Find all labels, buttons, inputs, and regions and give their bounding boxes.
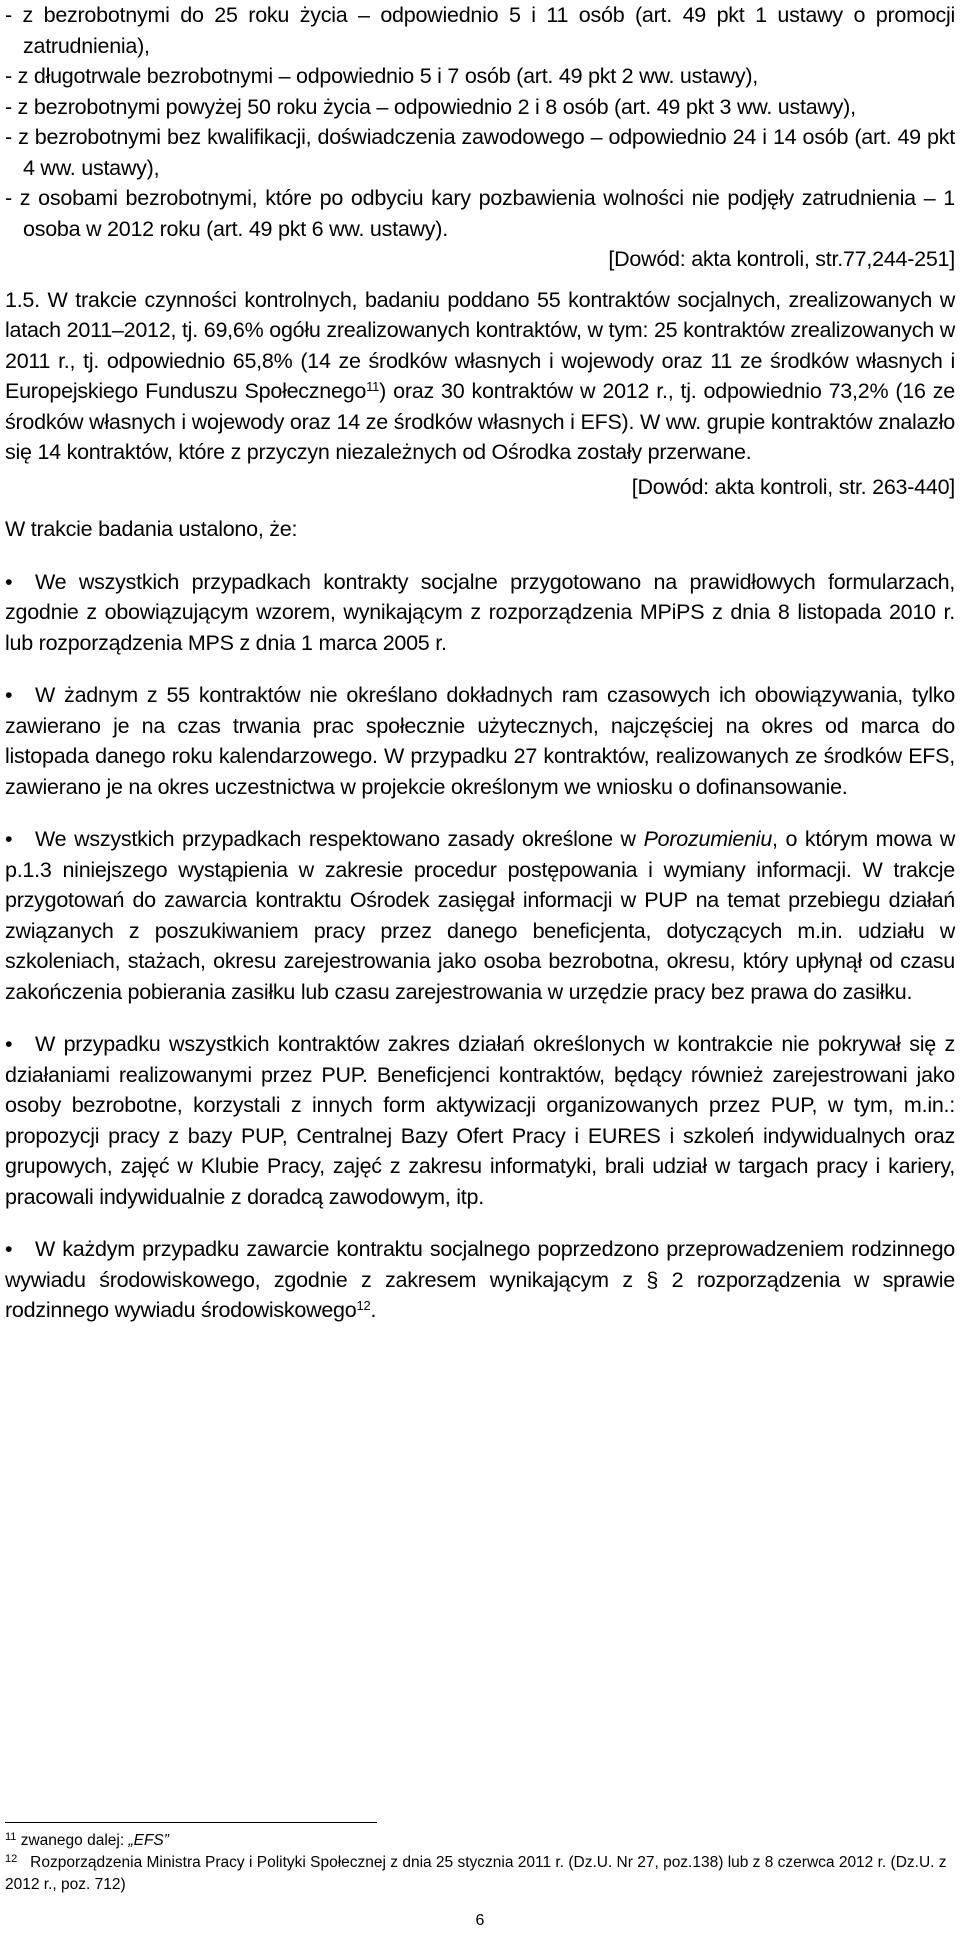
bullet-text: We wszystkich przypadkach respektowano zasady określone w: [35, 827, 644, 851]
footnote-divider: [5, 1822, 377, 1823]
paragraph-text: ) oraz 30 kontraktów w 2012 r., tj. odpowiednio 73,2% (16 ze środków własnych i wojewody oraz 14 ze środków własnych i EFS). W ww. grupie kontraktów znalazło się 14 kontraktów, które z przyczyn niezależnych od Ośrodka zostały przerwane.: [5, 379, 955, 464]
footnote-emphasis: „EFS”: [128, 1832, 169, 1849]
bullet-item: [5, 680, 955, 802]
bullet-item: [5, 1029, 955, 1212]
footnote: [5, 1852, 955, 1896]
findings-intro: W trakcie badania ustalono, że:: [5, 517, 298, 541]
main-text: [5, 0, 955, 1326]
footnote-number: 12: [5, 1853, 18, 1865]
bullet-icon: •: [5, 827, 13, 851]
beneficiary-group-list: [5, 0, 955, 244]
footnote: [5, 1830, 955, 1852]
footnote-ref: 12: [356, 1298, 371, 1313]
footnote-number: 11: [5, 1831, 17, 1843]
bullet-item: [5, 1234, 955, 1326]
page-number: 6: [475, 1912, 485, 1929]
bullet-text: W żadnym z 55 kontraktów nie określano dokładnych ram czasowych ich obowiązywania, tylko zawierano je na czas trwania prac społecznie użytecznych, najczęściej na okres od marca do listopada danego roku kalendarzowego. W przypadku 27 kontraktów, realizowanych ze środków EFS, zawierano je na okres uczestnictwa w projekcie określonym we wniosku o dofinansowanie.: [5, 683, 955, 799]
bullet-text: W przypadku wszystkich kontraktów zakres działań określonych w kontrakcie nie pokrywał się z działaniami realizowanymi przez PUP. Beneficjenci kontraktów, będący również zarejestrowani jako osoby bezrobotne, korzystali z innych form aktywizacji organizowanych przez PUP, w tym, m.in.: propozycji pracy z bazy PUP, Centralnej Bazy Ofert Pracy i EURES i szkoleń indywidualnych oraz grupowych, zajęć w Klubie Pracy, zajęć z zakresu informatyki, brali udział w targach pracy i kariery, pracowali indywidualnie z doradcą zawodowym, itp.: [5, 1032, 955, 1209]
evidence-reference: [Dowód: akta kontroli, str.77,244-251]: [608, 247, 955, 271]
paragraph-text: 1.5. W trakcie czynności kontrolnych, badaniu poddano 55 kontraktów socjalnych, zrealizowanych w latach 2011–2012, tj. 69,6% ogółu zrealizowanych kontraktów, w tym: 25 kontraktów zrealizowanych w 2011 r., tj. odpowiednio 65,8% (14 ze środków własnych i wojewody oraz 11 ze środków własnych i Europejskiego Funduszu Społecznego: [5, 287, 955, 403]
list-item: - z długotrwale bezrobotnymi – odpowiednio 5 i 7 osób (art. 49 pkt 2 ww. ustawy),: [5, 64, 758, 88]
bullet-item: [5, 824, 955, 1007]
list-item: - z bezrobotnymi do 25 roku życia – odpowiednio 5 i 11 osób (art. 49 pkt 1 ustawy o promocji zatrudnienia),: [5, 3, 955, 58]
bullet-text: W każdym przypadku zawarcie kontraktu socjalnego poprzedzono przeprowadzeniem rodzinnego wywiadu środowiskowego, zgodnie z zakresem wynikającym z § 2 rozporządzenia w sprawie rodzinnego wywiadu środowiskowego: [5, 1237, 955, 1322]
bullet-item: [5, 567, 955, 659]
list-item: - z bezrobotnymi bez kwalifikacji, doświadczenia zawodowego – odpowiednio 24 i 14 osób (art. 49 pkt 4 ww. ustawy),: [5, 125, 955, 180]
bullet-text: We wszystkich przypadkach kontrakty socjalne przygotowano na prawidłowych formularzach, zgodnie z obowiązującym wzorem, wynikającym z rozporządzenia MPiPS z dnia 8 listopada 2010 r. lub rozporządzenia MPS z dnia 1 marca 2005 r.: [5, 569, 955, 655]
paragraph-1-5: [5, 285, 955, 468]
bullet-icon: •: [5, 569, 13, 594]
list-item: - z bezrobotnymi powyżej 50 roku życia – odpowiednio 2 i 8 osób (art. 49 pkt 3 ww. ustawy),: [5, 94, 856, 119]
footnotes: [5, 1830, 955, 1896]
bullet-icon: •: [5, 1237, 13, 1261]
bullet-icon: •: [5, 683, 13, 707]
footnote-text: Rozporządzenia Ministra Pracy i Polityki Społecznej z dnia 25 stycznia 2011 r. (Dz.U. Nr 27, poz.138) lub z 8 czerwca 2012 r. (Dz.U. z 2012 r., poz. 712): [5, 1854, 947, 1893]
evidence-reference: [Dowód: akta kontroli, str. 263-440]: [631, 474, 955, 499]
footnote-ref: 11: [366, 379, 380, 394]
list-item: - z osobami bezrobotnymi, które po odbyciu kary pozbawienia wolności nie podjęły zatrudnienia – 1 osoba w 2012 roku (art. 49 pkt 6 ww. ustawy).: [5, 186, 955, 241]
bullet-text: .: [370, 1298, 377, 1322]
bullet-emphasis: Porozumieniu: [643, 827, 773, 851]
bullet-icon: •: [5, 1032, 13, 1056]
bullet-text: , o którym mowa w p.1.3 niniejszego wystąpienia w zakresie procedur postępowania i wymiany informacji. W trakcje przygotowań do zawarcia kontraktu Ośrodek zasięgał informacji w PUP na temat przebiegu działań związanych z poszukiwaniem pracy przez danego beneficjenta, dotyczących m.in. udziału w szkoleniach, stażach, okresu zarejestrowania jako osoba bezrobotna, okresu, który upłynął od czasu zakończenia pobierania zasiłku lub czasu zarejestrowania w urzędzie pracy bez prawa do zasiłku.: [5, 827, 956, 1004]
footnote-text: zwanego dalej:: [20, 1832, 129, 1849]
